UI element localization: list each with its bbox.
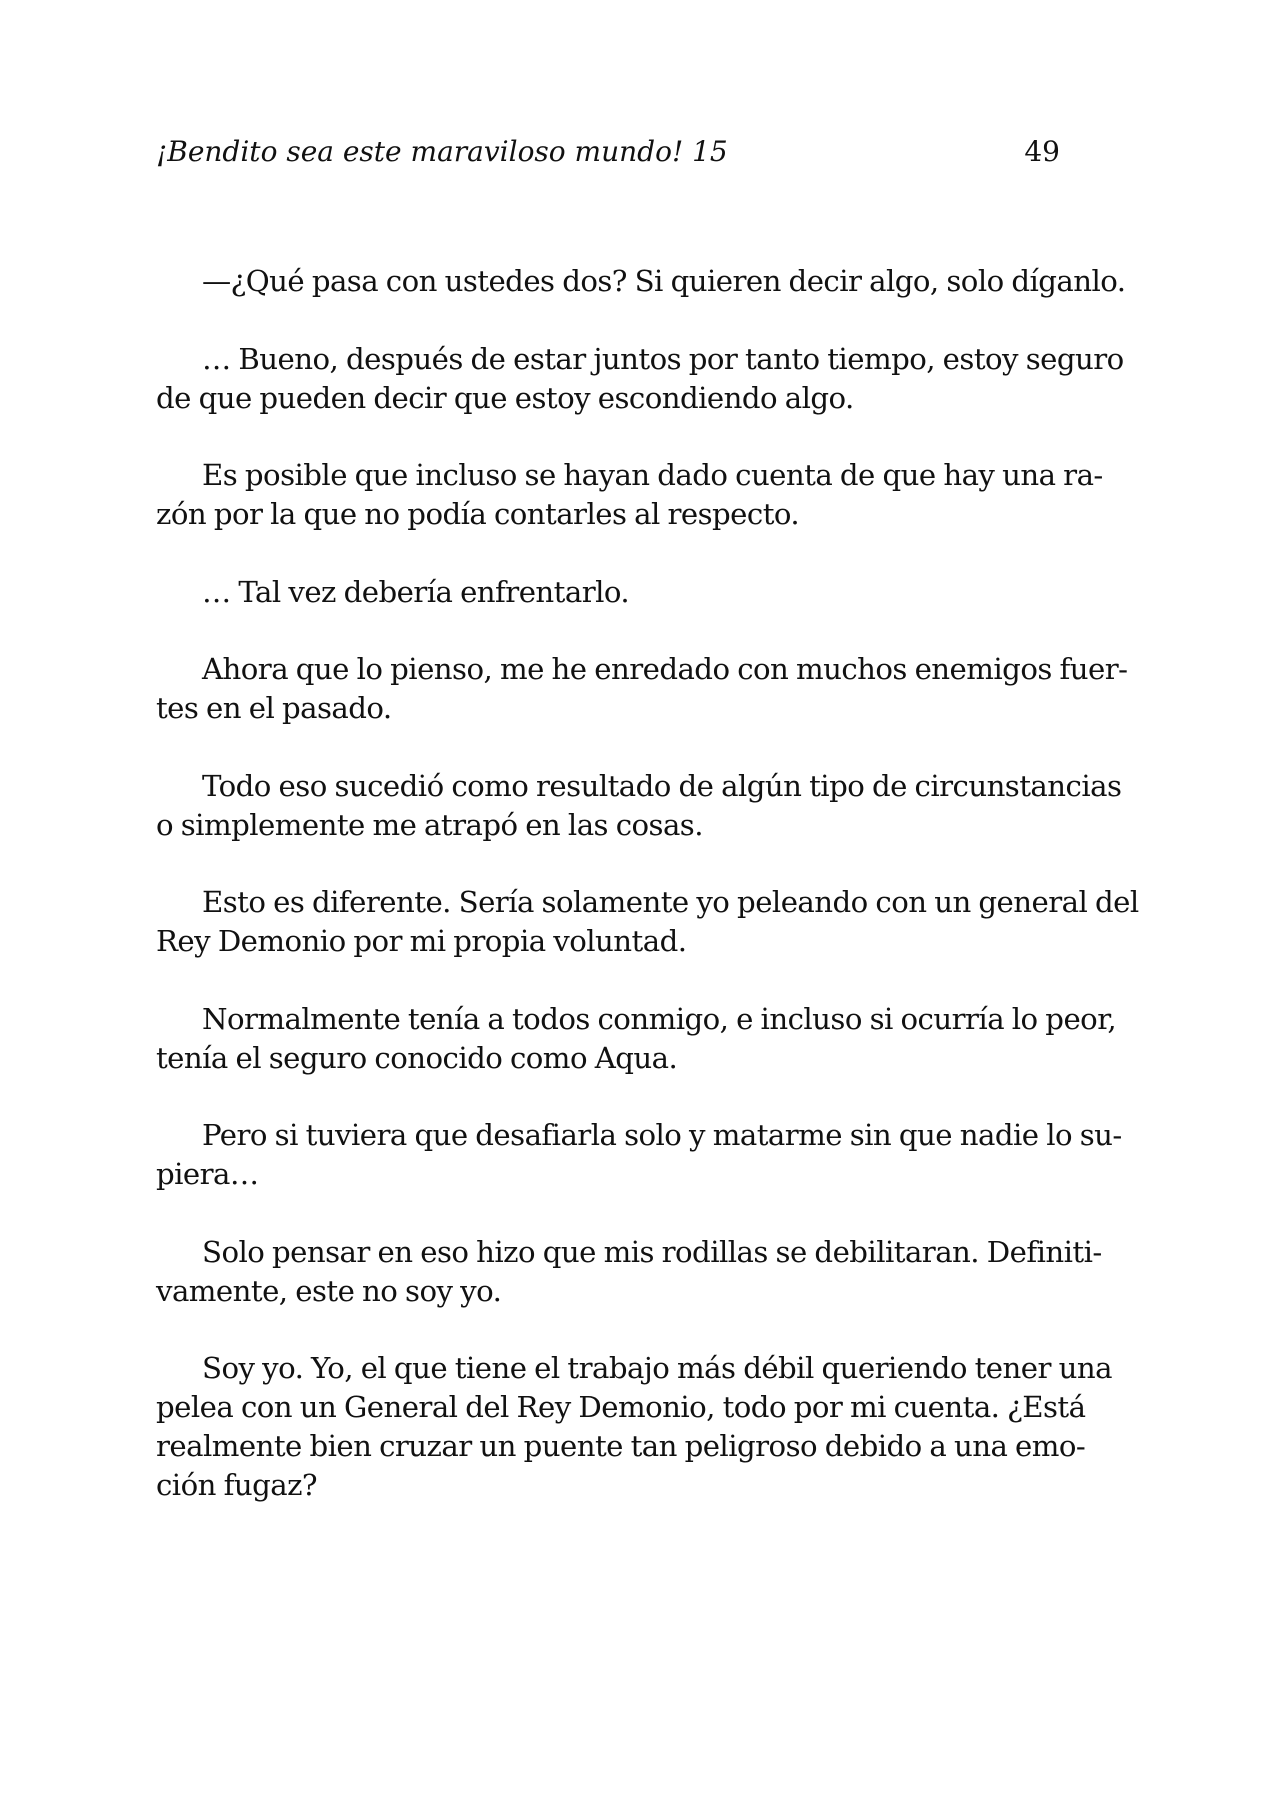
paragraph — [156, 262, 1126, 301]
paragraph — [156, 1000, 1117, 1078]
paragraph-line: Es posible que incluso se hayan dado cuenta de que hay una ra- — [202, 458, 1103, 492]
paragraph — [156, 650, 1128, 728]
paragraph-line: zón por la que no podía contarles al respecto. — [156, 497, 800, 531]
paragraph-line: Rey Demonio por mi propia voluntad. — [156, 924, 687, 958]
paragraph-line: Todo eso sucedió como resultado de algún tipo de circunstancias — [202, 768, 1122, 803]
paragraph — [156, 340, 1124, 418]
page-number: 49 — [1024, 135, 1060, 168]
paragraph-line: Esto es diferente. Sería solamente yo peleando con un general del — [202, 885, 1139, 919]
paragraph-line: ción fugaz? — [156, 1468, 317, 1502]
paragraph — [156, 573, 1060, 612]
body-text — [156, 262, 1139, 1544]
book-title: ¡Bendito sea este maraviloso mundo! 15 — [156, 135, 728, 168]
paragraph-line: Pero si tuviera que desafiarla solo y matarme sin que nadie lo su- — [202, 1118, 1122, 1152]
running-header — [156, 132, 1060, 172]
paragraph-line: Soy yo. Yo, el que tiene el trabajo más débil queriendo tener una — [202, 1351, 1112, 1385]
paragraph — [156, 767, 1122, 845]
paragraph-line: … Bueno, después de estar juntos por tanto tiempo, estoy seguro — [202, 341, 1124, 376]
paragraph-line: o simplemente me atrapó en las cosas. — [156, 807, 703, 842]
paragraph-line: vamente, este no soy yo. — [156, 1273, 502, 1308]
paragraph — [156, 456, 1103, 534]
paragraph-line: piera… — [156, 1157, 259, 1191]
paragraph-line: realmente bien cruzar un puente tan peligroso debido a una emo- — [156, 1429, 1086, 1463]
paragraph — [156, 1349, 1112, 1505]
paragraph-line: Normalmente tenía a todos conmigo, e incluso si ocurría lo peor, — [202, 1001, 1117, 1036]
paragraph-line: tenía el seguro conocido como Aqua. — [156, 1040, 678, 1075]
paragraph-line: … Tal vez debería enfrentarlo. — [202, 574, 630, 609]
paragraph — [156, 883, 1139, 961]
paragraph-line: de que pueden decir que estoy escondiendo algo. — [156, 380, 854, 415]
paragraph — [156, 1116, 1122, 1194]
paragraph-line: Solo pensar en eso hizo que mis rodillas se debilitaran. Definiti- — [202, 1234, 1102, 1269]
paragraph-line: tes en el pasado. — [156, 691, 392, 725]
paragraph — [156, 1233, 1102, 1311]
paragraph-line: Ahora que lo pienso, me he enredado con muchos enemigos fuer- — [202, 652, 1128, 686]
paragraph-line: pelea con un General del Rey Demonio, todo por mi cuenta. ¿Está — [156, 1390, 1086, 1424]
paragraph-line: —¿Qué pasa con ustedes dos? Si quieren decir algo, solo díganlo. — [202, 264, 1126, 298]
